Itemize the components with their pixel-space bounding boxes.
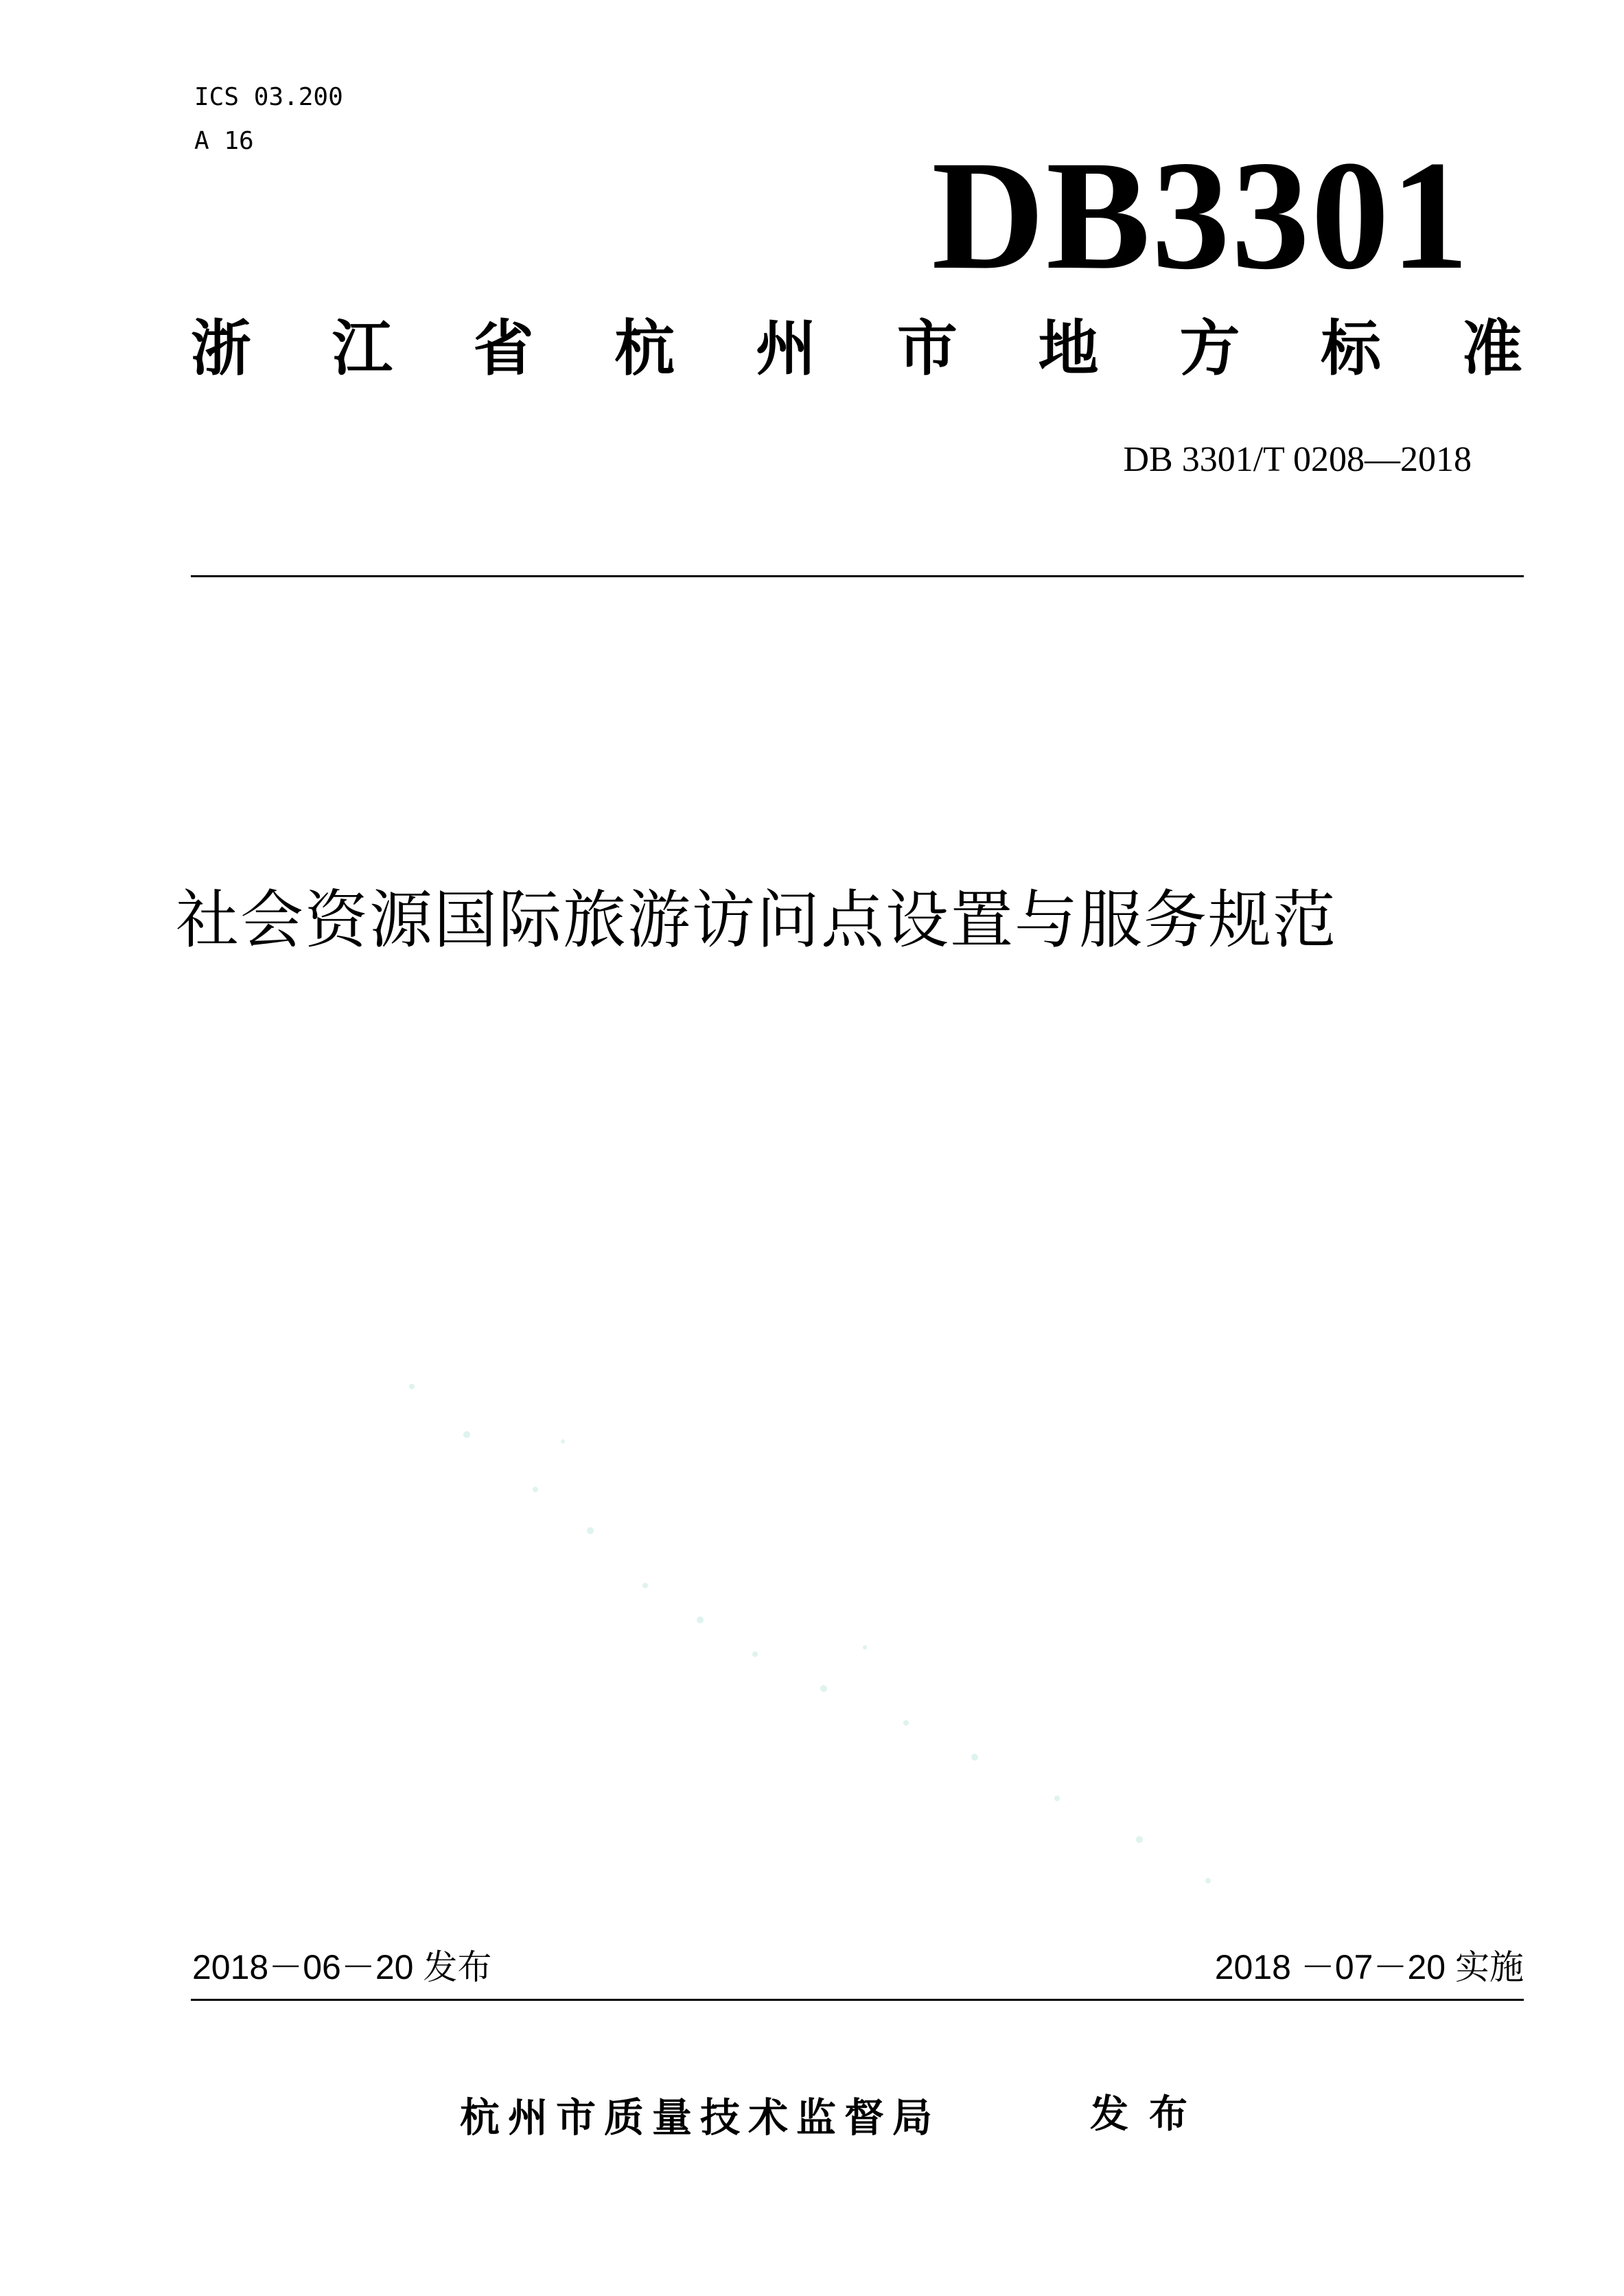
publish-label: 发布 [1090,2092,1208,2137]
standard-type-char: 浙 [191,313,252,384]
standard-type-heading [191,314,1522,383]
ics-code: ICS 03.200 [194,83,343,111]
standard-type-char: 市 [896,313,958,384]
standard-type-char: 杭 [614,313,675,384]
standard-type-char: 州 [756,313,817,384]
standard-type-char: 省 [473,313,534,384]
classification-code: A 16 [194,127,254,155]
document-title: 社会资源国际旅游访问点设置与服务规范 [176,883,1338,957]
faint-watermark [384,1359,1277,1922]
standard-code: DB3301 [931,129,1470,302]
footer-divider [191,1999,1524,2001]
standard-type-char: 方 [1179,313,1240,384]
implementation-date: 2018 －07－20 实施 [1214,1948,1524,1986]
standard-type-char: 标 [1321,313,1382,384]
standard-type-char: 准 [1461,313,1522,384]
header-divider [191,575,1524,577]
standard-type-char: 江 [332,313,393,384]
standard-number: DB 3301/T 0208—2018 [1123,440,1472,479]
publisher-name: 杭州市质量技术监督局 [460,2094,941,2141]
standard-type-char: 地 [1038,313,1099,384]
issue-date: 2018－06－20 发布 [192,1948,492,1986]
